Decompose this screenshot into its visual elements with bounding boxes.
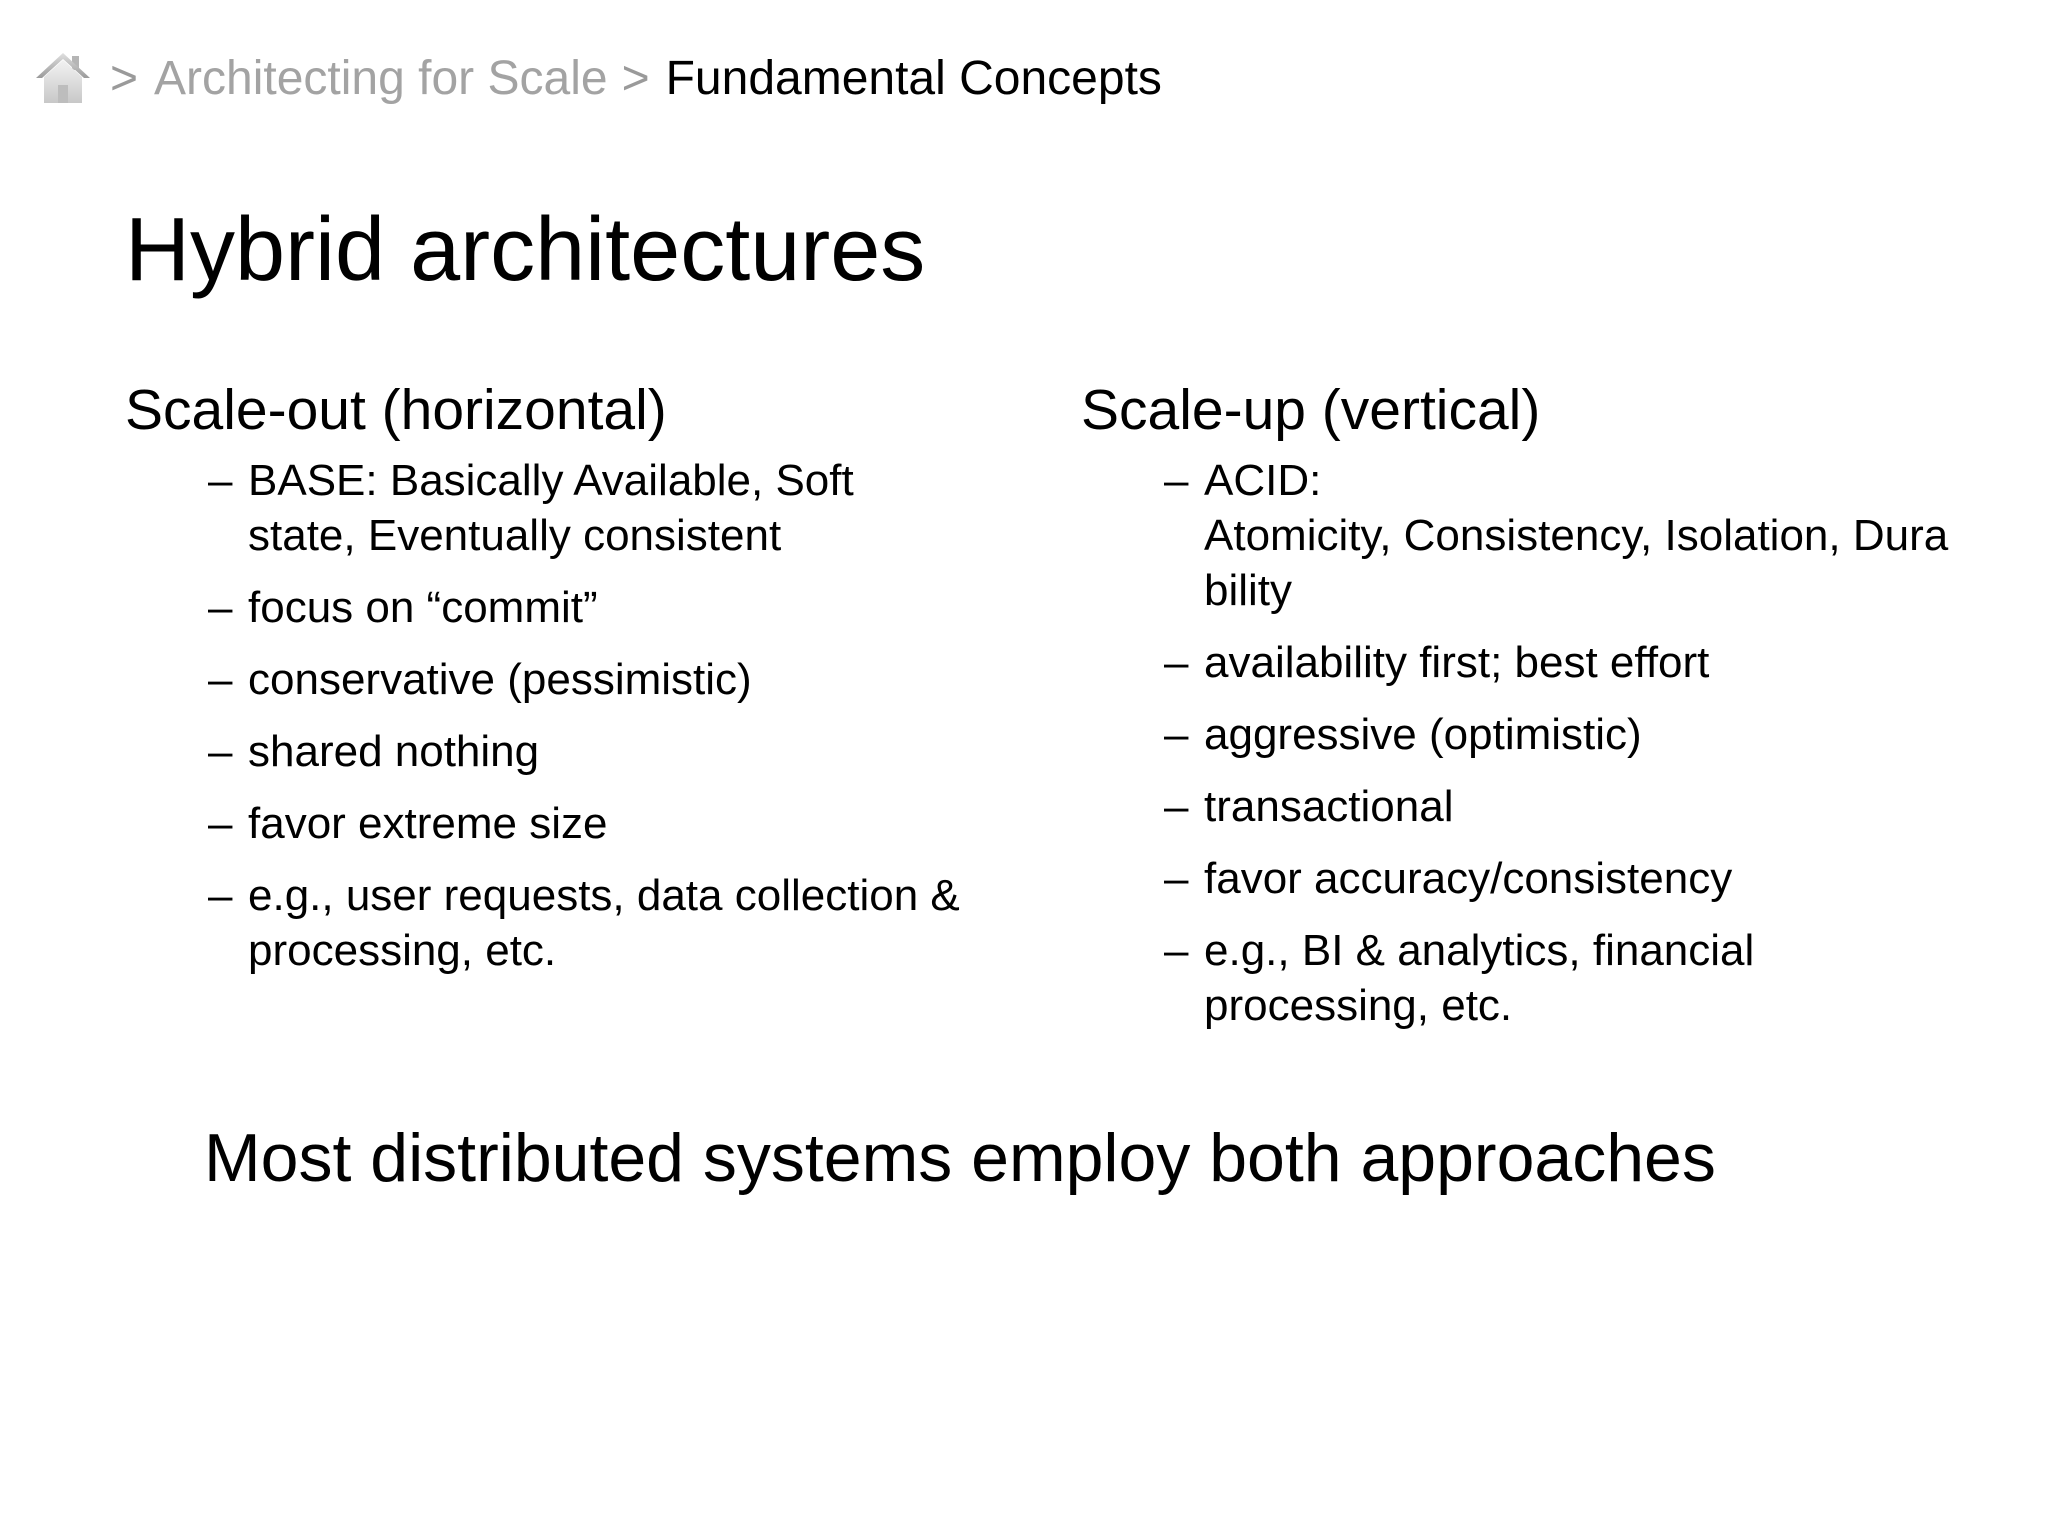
bullet-dash: – bbox=[1164, 710, 1189, 759]
breadcrumb-separator: > bbox=[110, 51, 139, 105]
bullet-dash: – bbox=[208, 871, 233, 920]
scale-up-heading: Scale-up (vertical) bbox=[1081, 378, 1541, 442]
list-item bbox=[1164, 923, 2021, 1033]
list-item bbox=[1164, 635, 2021, 690]
list-item bbox=[1164, 707, 2021, 762]
bullet-dash: – bbox=[208, 456, 233, 505]
bullet-dash: – bbox=[1164, 854, 1189, 903]
list-item bbox=[208, 453, 1045, 563]
scale-up-column bbox=[1081, 375, 2021, 1050]
list-item bbox=[208, 796, 1045, 851]
scale-out-column bbox=[125, 375, 1045, 995]
breadcrumb-current: Fundamental Concepts bbox=[665, 51, 1162, 105]
bullet-text: e.g., BI & analytics, financial processing, etc. bbox=[1204, 926, 1755, 1030]
list-item bbox=[208, 724, 1045, 779]
slide-title: Hybrid architectures bbox=[125, 200, 926, 300]
bullet-dash: – bbox=[208, 727, 233, 776]
bullet-dash: – bbox=[1164, 782, 1189, 831]
scale-out-heading: Scale-out (horizontal) bbox=[125, 378, 667, 442]
bullet-dash: – bbox=[1164, 926, 1189, 975]
bullet-text: availability first; best effort bbox=[1204, 638, 1710, 687]
breadcrumb-parent-link[interactable]: Architecting for Scale bbox=[154, 51, 608, 105]
conclusion-statement: Most distributed systems employ both approaches bbox=[204, 1120, 1716, 1196]
list-item bbox=[1164, 453, 2021, 618]
list-item bbox=[208, 652, 1045, 707]
bullet-dash: – bbox=[1164, 456, 1189, 505]
bullet-text: shared nothing bbox=[248, 727, 540, 776]
bullet-text: e.g., user requests, data collection & processing, etc. bbox=[248, 871, 960, 975]
bullet-text: focus on “commit” bbox=[248, 583, 598, 632]
bullet-text: favor accuracy/consistency bbox=[1204, 854, 1733, 903]
bullet-text: ACID: Atomicity, Consistency, Isolation, Dura bility bbox=[1204, 456, 1949, 615]
bullet-dash: – bbox=[208, 655, 233, 704]
list-item bbox=[208, 868, 1045, 978]
list-item bbox=[1164, 851, 2021, 906]
bullet-text: BASE: Basically Available, Soft state, Eventually consistent bbox=[248, 456, 854, 560]
bullet-text: favor extreme size bbox=[248, 799, 608, 848]
bullet-dash: – bbox=[208, 799, 233, 848]
scale-up-bullets bbox=[1081, 453, 2021, 1033]
bullet-text: aggressive (optimistic) bbox=[1204, 710, 1642, 759]
home-icon[interactable] bbox=[34, 50, 92, 106]
breadcrumb bbox=[34, 48, 1162, 108]
bullet-dash: – bbox=[1164, 638, 1189, 687]
bullet-text: transactional bbox=[1204, 782, 1454, 831]
list-item bbox=[1164, 779, 2021, 834]
scale-out-bullets bbox=[125, 453, 1045, 978]
breadcrumb-separator: > bbox=[621, 51, 650, 105]
list-item bbox=[208, 580, 1045, 635]
bullet-text: conservative (pessimistic) bbox=[248, 655, 752, 704]
bullet-dash: – bbox=[208, 583, 233, 632]
